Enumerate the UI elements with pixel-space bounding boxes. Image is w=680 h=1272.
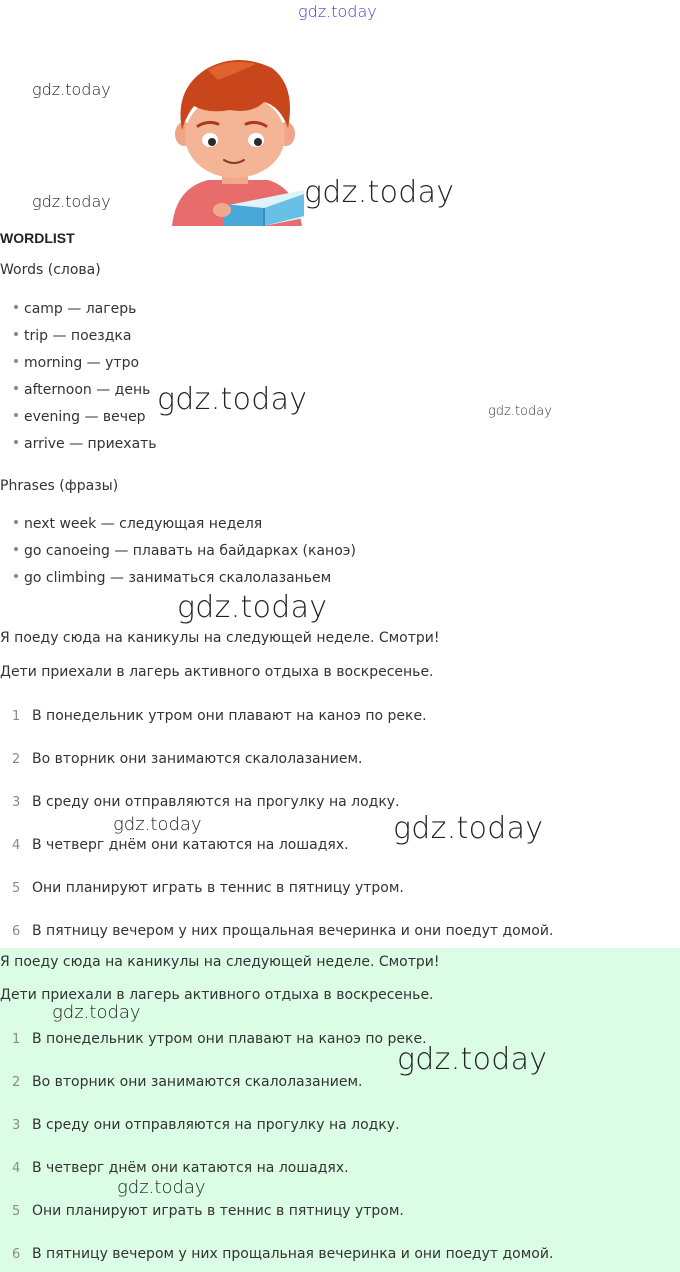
bullet-icon — [14, 305, 18, 309]
words-list — [14, 296, 157, 458]
item-number: 2 — [12, 752, 21, 767]
item-number: 3 — [12, 1118, 21, 1133]
translation-intro-2: Дети приехали в лагерь активного отдыха в воскресенье. — [0, 987, 434, 1003]
translation-item: Они планируют играть в теннис в пятницу утром. — [32, 880, 404, 896]
list-item: go climbing — заниматься скалолазаньем — [14, 565, 356, 592]
bullet-icon — [14, 332, 18, 336]
item-number: 1 — [12, 1032, 21, 1047]
list-item: camp — лагерь — [14, 296, 157, 323]
translation-item: В четверг днём они катаются на лошадях. — [32, 1160, 349, 1176]
item-number: 5 — [12, 881, 21, 896]
watermark-7: gdz.today — [113, 814, 202, 835]
list-item: arrive — приехать — [14, 431, 157, 458]
item-number: 6 — [12, 924, 21, 939]
translation-item: Они планируют играть в теннис в пятницу утром. — [32, 1203, 404, 1219]
bullet-icon — [14, 413, 18, 417]
bullet-icon — [14, 359, 18, 363]
list-item: go canoeing — плавать на байдарках (каноэ) — [14, 538, 356, 565]
list-item: next week — следующая неделя — [14, 511, 356, 538]
translation-item: В понедельник утром они плавают на каноэ по реке. — [32, 708, 427, 724]
bullet-icon — [14, 440, 18, 444]
item-number: 2 — [12, 1075, 21, 1090]
list-item: trip — поездка — [14, 323, 157, 350]
list-item: evening — вечер — [14, 404, 157, 431]
boy-reading-illustration — [168, 58, 308, 226]
bullet-icon — [14, 574, 18, 578]
watermark-3: gdz.today — [304, 175, 455, 210]
translation-intro-1: Я поеду сюда на каникулы на следующей неделе. Смотри! — [0, 954, 440, 970]
translation-item: В понедельник утром они плавают на каноэ по реке. — [32, 1031, 427, 1047]
item-number: 6 — [12, 1247, 21, 1262]
translation-intro-1: Я поеду сюда на каникулы на следующей неделе. Смотри! — [0, 630, 440, 646]
translation-item: В пятницу вечером у них прощальная вечеринка и они поедут домой. — [32, 1246, 554, 1262]
list-item: morning — утро — [14, 350, 157, 377]
phrases-heading: Phrases (фразы) — [0, 478, 119, 494]
watermark-9: gdz.today — [52, 1002, 141, 1023]
watermark-1: gdz.today — [32, 80, 111, 99]
translation-item: Во вторник они занимаются скалолазанием. — [32, 1074, 363, 1090]
item-number: 4 — [12, 1161, 21, 1176]
translation-item: В среду они отправляются на прогулку на лодку. — [32, 794, 400, 810]
watermark-top: gdz.today — [298, 2, 377, 21]
wordlist-title: WORDLIST — [0, 230, 75, 246]
words-heading: Words (слова) — [0, 262, 101, 278]
translation-item: В пятницу вечером у них прощальная вечеринка и они поедут домой. — [32, 923, 554, 939]
translation-item: Во вторник они занимаются скалолазанием. — [32, 751, 363, 767]
watermark-5: gdz.today — [488, 404, 552, 419]
item-number: 3 — [12, 795, 21, 810]
watermark-2: gdz.today — [32, 192, 111, 211]
translation-item: В среду они отправляются на прогулку на лодку. — [32, 1117, 400, 1133]
list-item: afternoon — день — [14, 377, 157, 404]
item-number: 5 — [12, 1204, 21, 1219]
watermark-10: gdz.today — [397, 1042, 548, 1077]
item-number: 4 — [12, 838, 21, 853]
watermark-6: gdz.today — [177, 590, 328, 625]
bullet-icon — [14, 520, 18, 524]
item-number: 1 — [12, 709, 21, 724]
bullet-icon — [14, 386, 18, 390]
watermark-4: gdz.today — [157, 382, 308, 417]
watermark-11: gdz.today — [117, 1177, 206, 1198]
bullet-icon — [14, 547, 18, 551]
phrases-list — [14, 511, 356, 592]
watermark-8: gdz.today — [393, 811, 544, 846]
translation-intro-2: Дети приехали в лагерь активного отдыха в воскресенье. — [0, 664, 434, 680]
translation-item: В четверг днём они катаются на лошадях. — [32, 837, 349, 853]
